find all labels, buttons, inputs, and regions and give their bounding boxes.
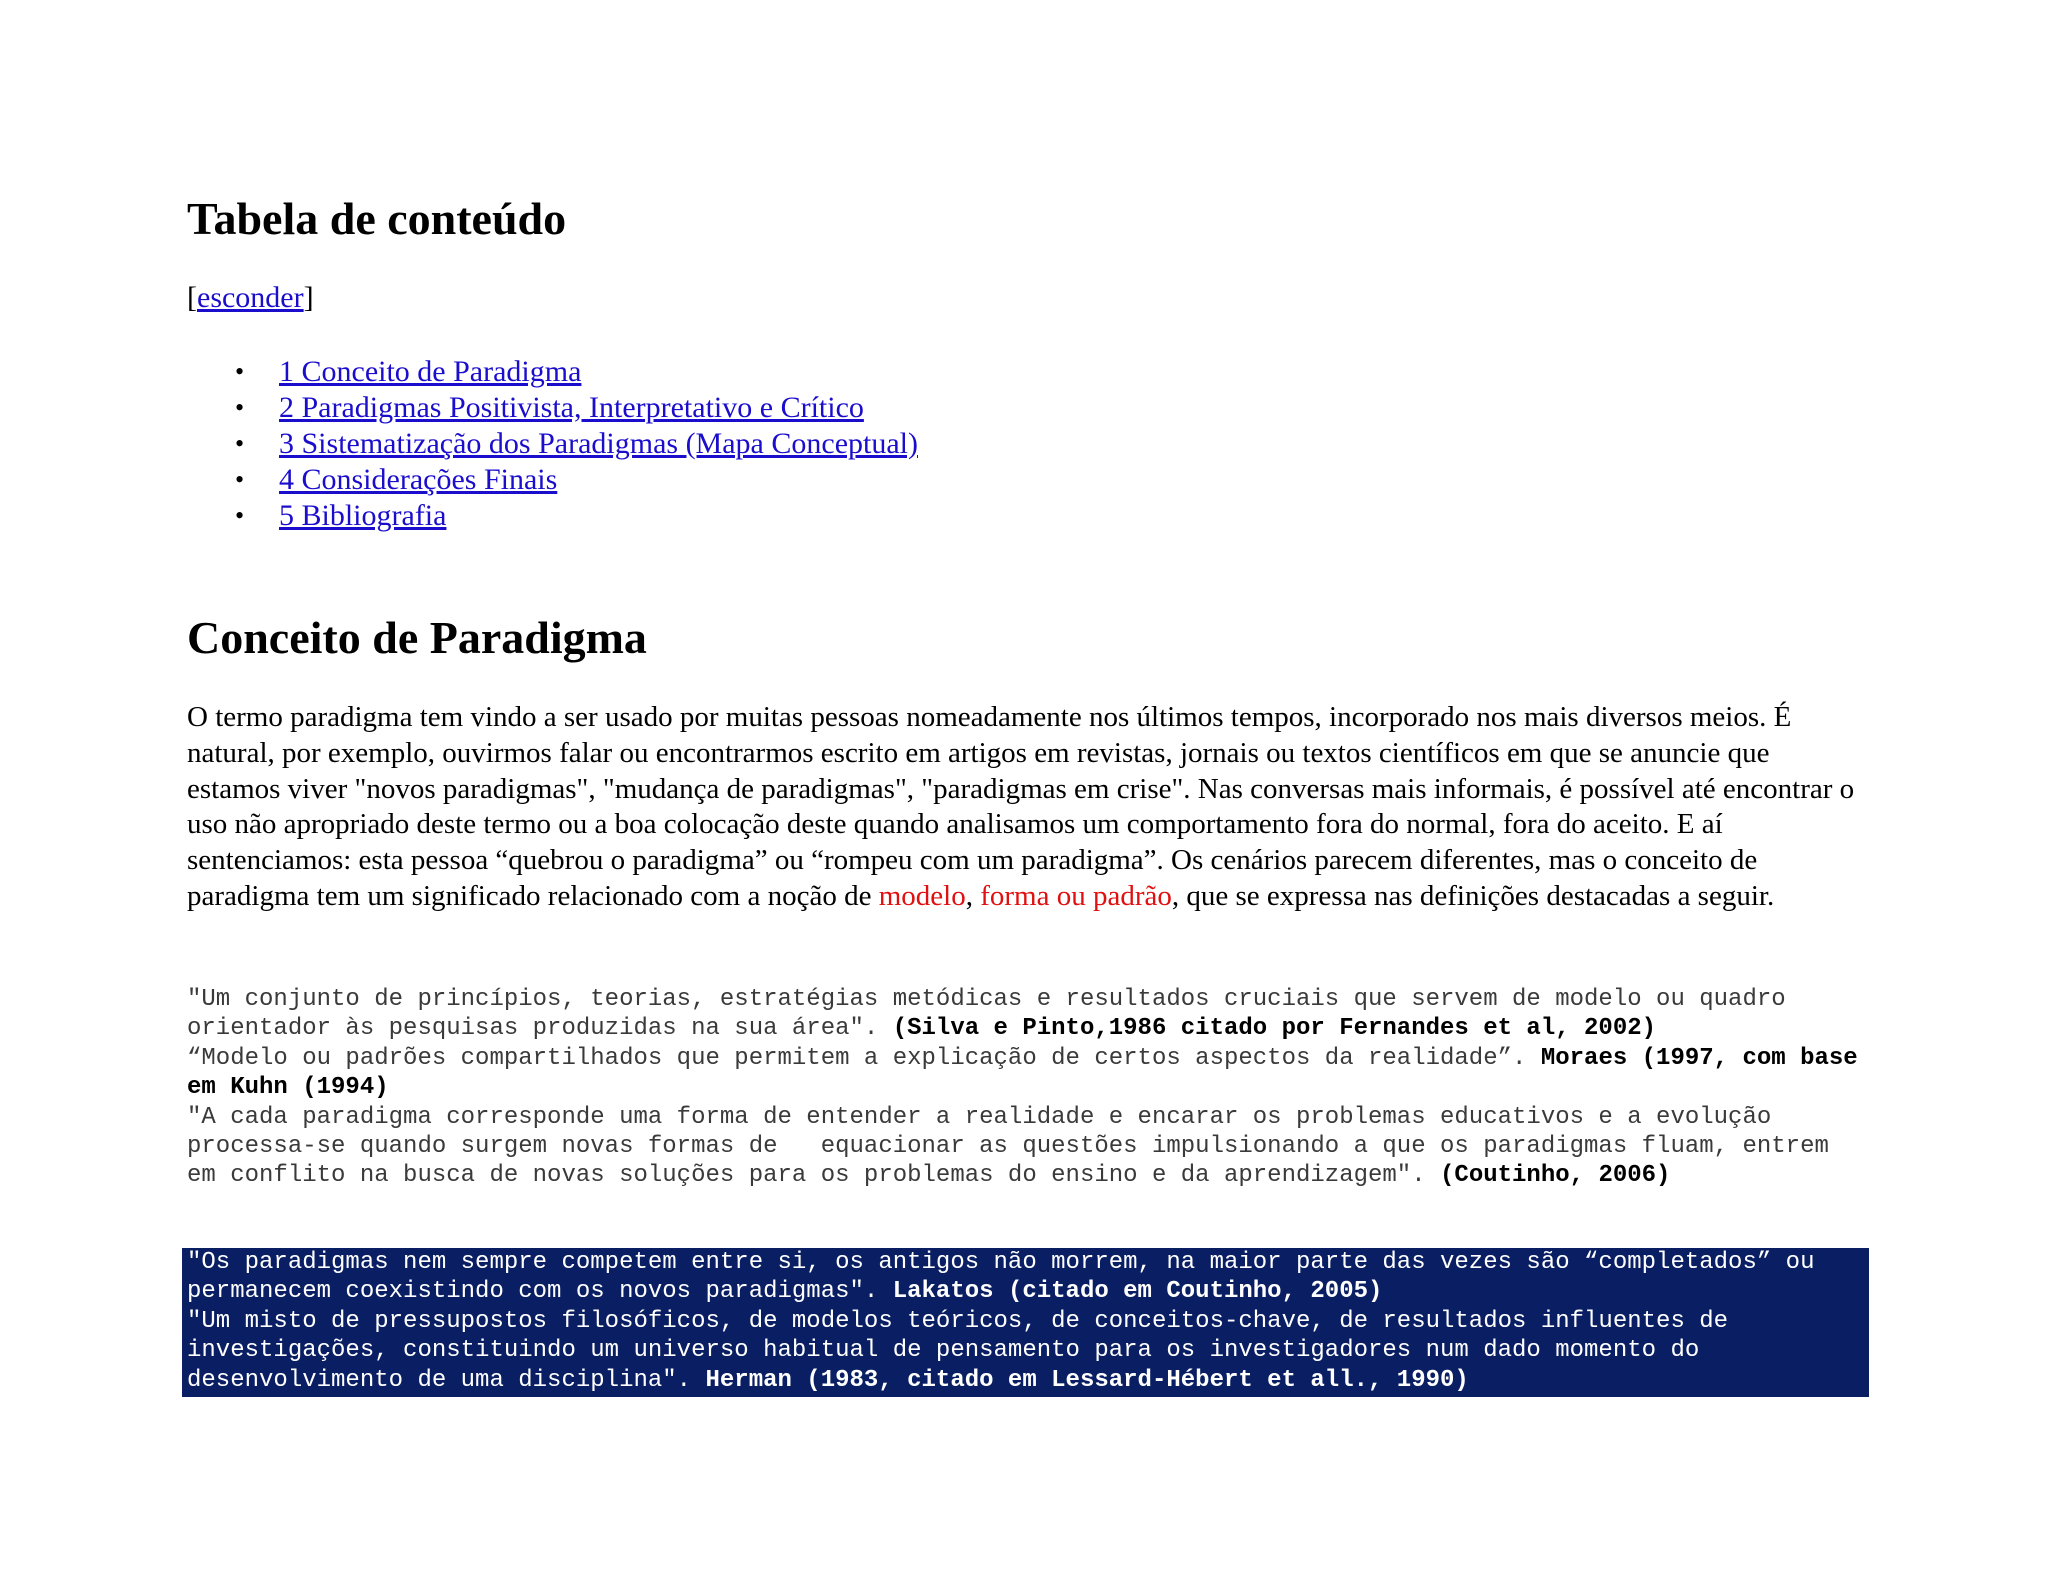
- bullet-icon: •: [235, 465, 245, 494]
- bullet-icon: •: [235, 429, 245, 458]
- quote-source: (Coutinho, 2006): [1440, 1162, 1671, 1190]
- definition-quote: [187, 1103, 1867, 1191]
- bullet-icon: •: [235, 393, 245, 422]
- toc-item: [187, 498, 918, 534]
- quote-text: “Modelo ou padrões compartilhados que permitem a explicação de certos aspectos da realidade”.: [187, 1044, 1541, 1072]
- intro-text: O termo paradigma tem vindo a ser usado por muitas pessoas nomeadamente nos últimos tempos, incorporado nos mais diversos meios. É natural, por exemplo, ouvirmos falar ou encontrarmos escrito em artigos em revistas, jornais ou textos científicos em que se anuncie que estamos viver "novos paradigmas", "mudança de paradigmas", "paradigmas em crise". Nas conversas mais informais, é possível até encontrar o uso não apropriado deste termo ou a boa colocação deste quando analisamos um comportamento fora do normal, fora do aceito. E aí sentenciamos: esta pessoa “quebrou o paradigma” ou “rompeu com um paradigma”. Os cenários parecem diferentes, mas o conceito de paradigma tem um significado relacionado com a noção de: [187, 701, 1855, 912]
- toc-item: [187, 462, 918, 498]
- toc-link-paradigmas[interactable]: 2 Paradigmas Positivista, Interpretativo e Crítico: [279, 391, 864, 424]
- toc-hide-link[interactable]: esconder: [197, 281, 304, 314]
- toc-toggle: [187, 280, 314, 316]
- intro-separator: ,: [965, 879, 981, 912]
- quote-source: (Silva e Pinto,1986 citado por Fernandes et al, 2002): [892, 1015, 1657, 1043]
- toc-item: [187, 354, 918, 390]
- quote-text: "Um conjunto de princípios, teorias, estratégias metódicas e resultados cruciais que servem de modelo ou quadro orientador às pesquisas produzidas na sua área".: [187, 986, 1801, 1043]
- toc-link-conceito[interactable]: 1 Conceito de Paradigma: [279, 355, 582, 388]
- quote-source: Moraes (1997, com base em Kuhn (1994): [187, 1044, 1873, 1102]
- definition-quote: [187, 1044, 1873, 1103]
- quote-text: "Os paradigmas nem sempre competem entre si, os antigos não morrem, na maior parte das vezes são “completados” ou permanecem coexistindo com os novos paradigmas".: [187, 1249, 1829, 1306]
- intro-text-end: , que se expressa nas definições destacadas a seguir.: [1171, 879, 1775, 912]
- toc-item: [187, 390, 918, 426]
- bullet-icon: •: [235, 357, 245, 386]
- toc-link-sistematizacao[interactable]: 3 Sistematização dos Paradigmas (Mapa Conceptual): [279, 427, 918, 460]
- highlight-forma-padrao: forma ou padrão: [980, 879, 1172, 912]
- toc-link-bibliografia[interactable]: 5 Bibliografia: [279, 499, 447, 532]
- toc-title: Tabela de conteúdo: [187, 193, 567, 244]
- toc-link-consideracoes[interactable]: 4 Considerações Finais: [279, 463, 558, 496]
- section-title: Conceito de Paradigma: [187, 612, 647, 663]
- definitions-block: [187, 985, 1873, 1191]
- quote-text: "A cada paradigma corresponde uma forma de entender a realidade e encarar os problemas educativos e a evolução processa-se quando surgem novas formas de equacionar as questões impulsionando a que os paradigmas fluam, entrem em conflito na busca de novas soluções para os problemas do ensino e da aprendizagem".: [187, 1103, 1844, 1190]
- quote-source: Herman (1983, citado em Lessard-Hébert et all., 1990): [705, 1366, 1469, 1394]
- quote-source: Lakatos (citado em Coutinho, 2005): [892, 1278, 1383, 1306]
- bullet-icon: •: [235, 501, 245, 530]
- intro-paragraph: [187, 700, 1867, 915]
- toc-item: [187, 426, 918, 462]
- definition-quote: [187, 1248, 1869, 1307]
- quote-text: "Um misto de pressupostos filosóficos, de modelos teóricos, de conceitos-chave, de resultados influentes de investigações, constituindo um universo habitual de pensamento para os investigadores num dado momento do desenvolvimento de uma disciplina".: [187, 1307, 1743, 1394]
- selected-text-block[interactable]: [182, 1248, 1869, 1397]
- toc-toggle-close-bracket: ]: [303, 281, 314, 314]
- definition-quote: [187, 1307, 1869, 1395]
- definition-quote: [187, 985, 1867, 1044]
- highlight-modelo: modelo: [878, 879, 966, 912]
- toc-toggle-open-bracket: [: [187, 281, 197, 314]
- toc-list: [187, 354, 918, 534]
